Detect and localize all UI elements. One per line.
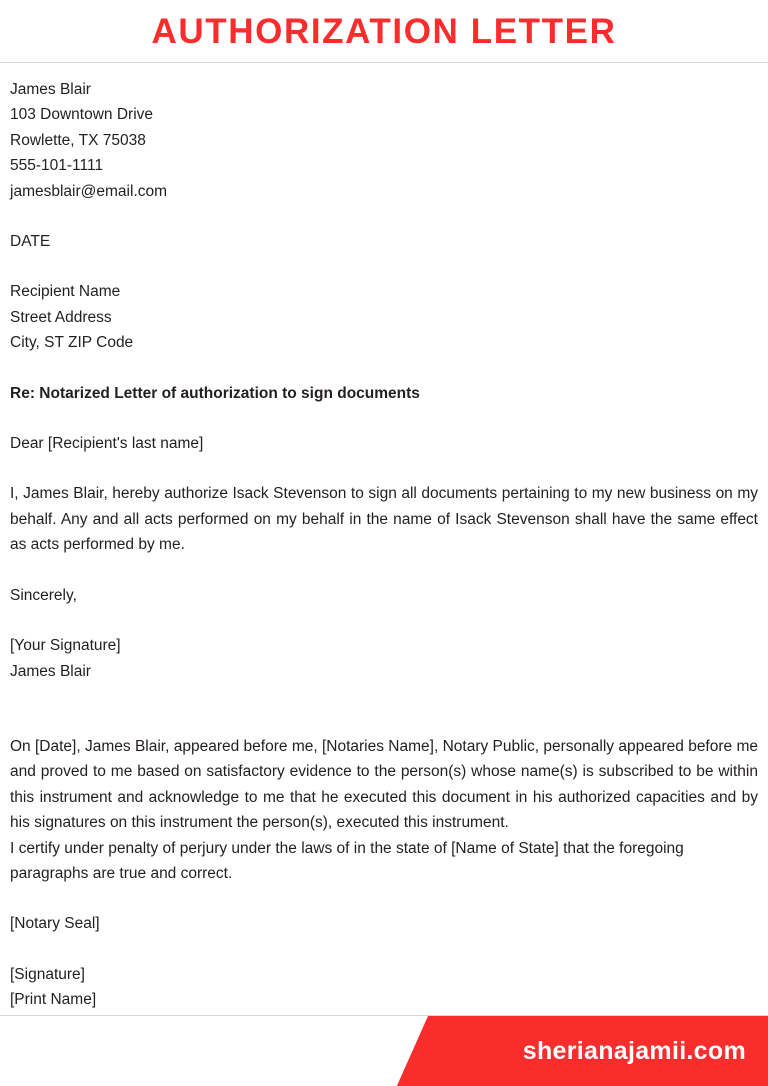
document-header <box>0 0 768 62</box>
notary-signature-placeholder: [Signature] <box>10 965 85 983</box>
date-label: DATE <box>10 233 51 251</box>
recipient-name: Recipient Name <box>10 283 121 301</box>
spacer <box>10 406 758 431</box>
notary-paragraph: On [Date], James Blair, appeared before me, [Notaries Name], Notary Public, personally appeared before me and proved to me based on satisfactory evidence to the person(s) whose name(s) is subscribed to be within this instrument and acknowledge to me that he executed this document in his authorized capacities and by his signatures on this instrument the person(s), executed this instrument. <box>10 737 758 832</box>
spacer <box>10 608 758 633</box>
document-footer <box>0 1016 768 1086</box>
signer-name: James Blair <box>10 662 91 680</box>
spacer <box>10 204 758 229</box>
certification-paragraph: I certify under penalty of perjury under the laws of in the state of [Name of State] that the foregoing paragraphs are true and correct. <box>10 839 684 882</box>
spacer <box>10 886 758 911</box>
recipient-street: Street Address <box>10 308 112 326</box>
spacer <box>10 254 758 279</box>
brand-watermark: sherianajamii.com <box>522 1036 746 1065</box>
spacer <box>10 709 758 734</box>
recipient-city-state-zip: City, ST ZIP Code <box>10 334 134 352</box>
closing: Sincerely, <box>10 586 77 604</box>
subject-line: Re: Notarized Letter of authorization to sign documents <box>10 384 420 402</box>
spacer <box>10 456 758 481</box>
salutation: Dear [Recipient's last name] <box>10 435 204 453</box>
signature-placeholder: [Your Signature] <box>10 637 121 655</box>
sender-name: James Blair <box>10 81 91 98</box>
sender-phone: 555-101-1111 <box>10 157 104 175</box>
notary-seal-placeholder: [Notary Seal] <box>10 915 100 933</box>
spacer <box>10 356 758 381</box>
spacer <box>10 937 758 962</box>
page-title: AUTHORIZATION LETTER <box>151 11 617 51</box>
sender-city-state-zip: Rowlette, TX 75038 <box>10 131 146 149</box>
body-paragraph: I, James Blair, hereby authorize Isack Stevenson to sign all documents pertaining to my new business on my behalf. Any and all acts performed on my behalf in the name of Isack Stevenson shall have the same effect as acts performed by me. <box>10 485 758 554</box>
spacer <box>10 558 758 583</box>
sender-street: 103 Downtown Drive <box>10 106 154 124</box>
footer-wedge-shape <box>0 1016 428 1086</box>
spacer <box>10 684 758 709</box>
letter-body <box>0 62 768 1016</box>
sender-email: jamesblair@email.com <box>10 182 167 200</box>
notary-print-name-placeholder: [Print Name] <box>10 991 97 1009</box>
